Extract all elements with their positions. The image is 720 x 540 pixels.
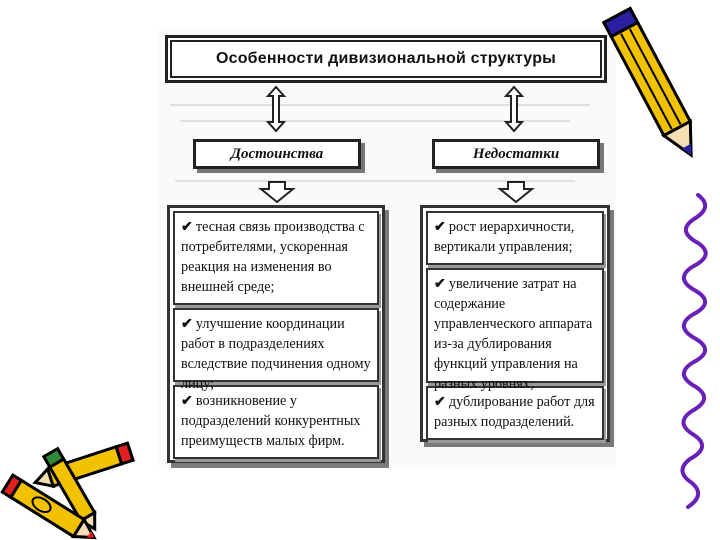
- double-arrow-left: [266, 86, 286, 132]
- disadvantages-header: Недостатки: [432, 139, 600, 169]
- disadvantage-item: ✔ увеличение затрат на содержание управленческого аппарата из-за дублирования функций управления на разных уровнях;: [426, 268, 604, 383]
- down-arrow-right: [498, 181, 534, 203]
- advantages-list: [167, 205, 385, 463]
- check-icon: ✔: [181, 219, 193, 235]
- disadvantage-item: ✔ рост иерархичности, вертикали управления;: [426, 211, 604, 265]
- disadvantages-list: [420, 205, 610, 442]
- diagram-title: Особенности дивизиональной структуры: [165, 35, 607, 83]
- double-arrow-right: [504, 86, 524, 132]
- check-icon: ✔: [434, 276, 446, 292]
- down-arrow-left: [259, 181, 295, 203]
- advantage-item: ✔ улучшение координации работ в подразделениях вследствие подчинения одному лицу;: [173, 308, 379, 382]
- disadvantage-item: ✔ дублирование работ для разных подразделений.: [426, 386, 604, 440]
- scan-noise: [170, 104, 590, 106]
- check-icon: ✔: [181, 393, 193, 409]
- pencil-icon: [600, 2, 710, 172]
- pencils-icon: [0, 430, 150, 535]
- check-icon: ✔: [434, 219, 446, 235]
- check-icon: ✔: [181, 316, 193, 332]
- advantage-item: ✔ возникновение у подразделений конкурентных преимуществ малых фирм.: [173, 385, 379, 459]
- check-icon: ✔: [434, 394, 446, 410]
- decorative-squiggle: [670, 195, 720, 510]
- advantages-header: Достоинства: [193, 139, 361, 169]
- advantage-item: ✔ тесная связь производства с потребителями, ускоренная реакция на изменения во внешней среде;: [173, 211, 379, 305]
